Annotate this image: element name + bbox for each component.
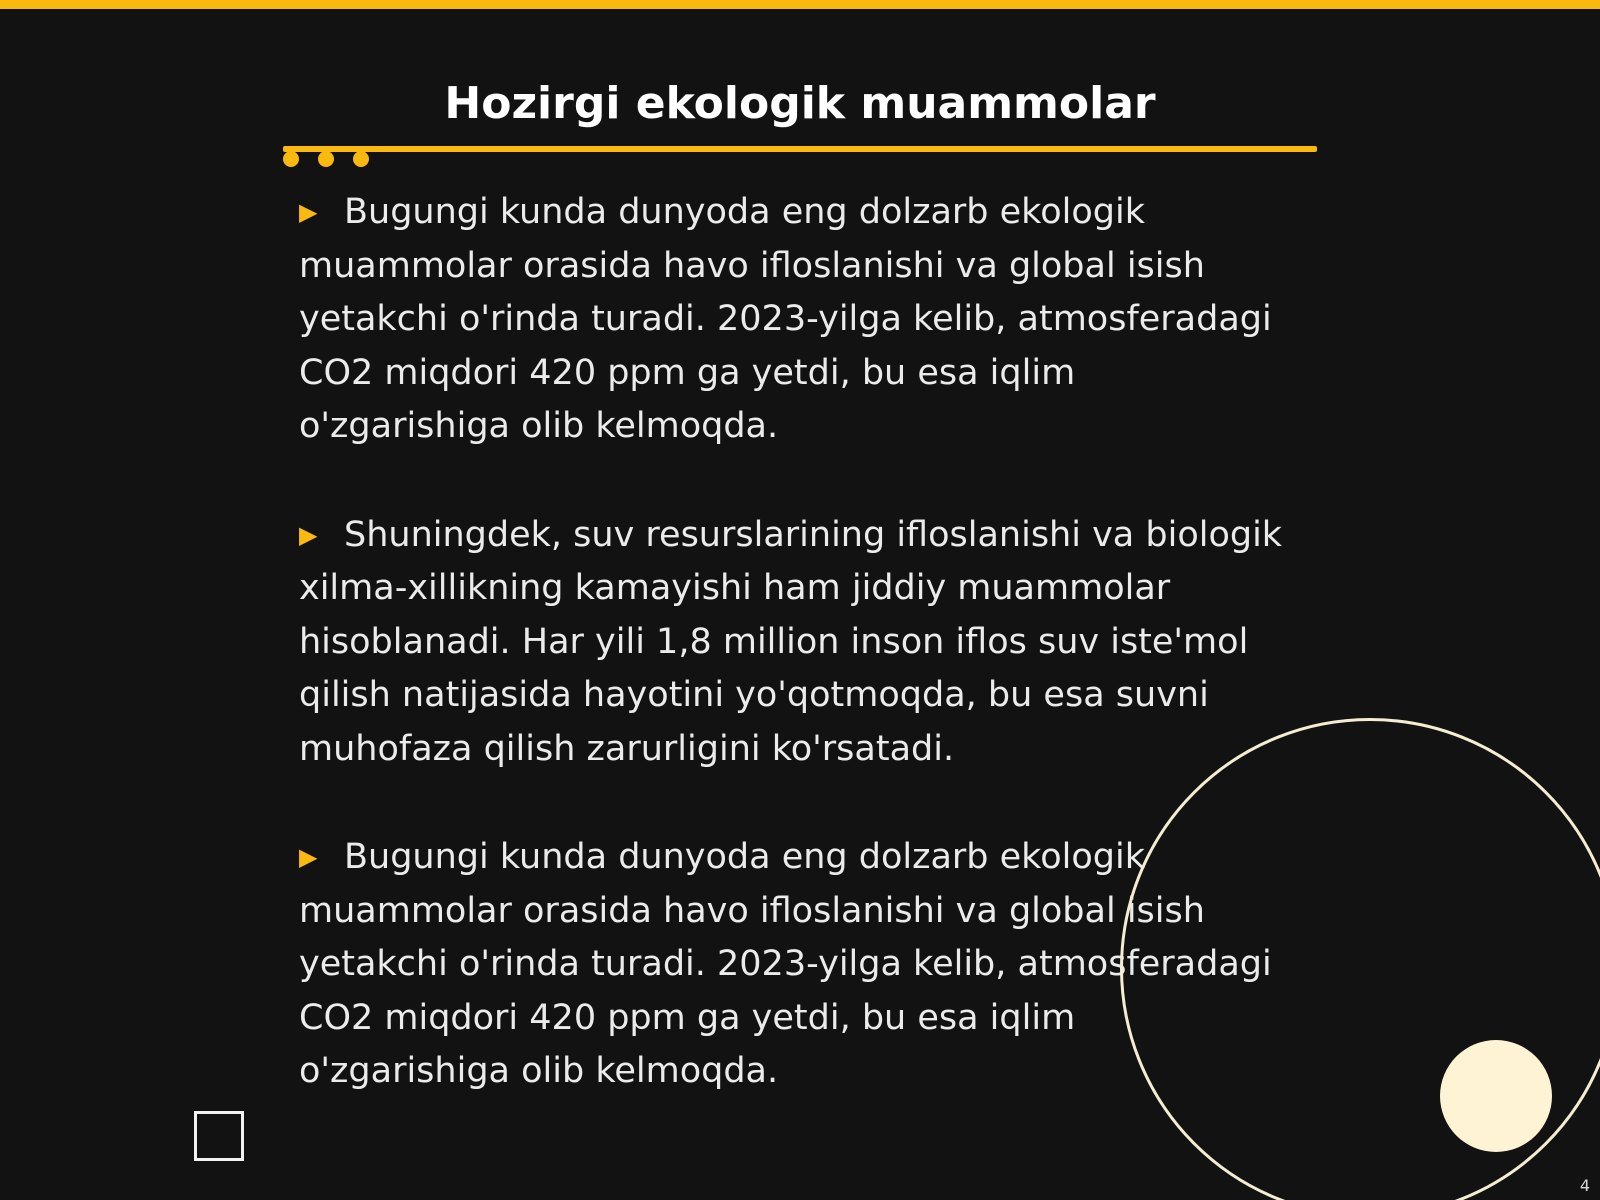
decorative-dots bbox=[283, 151, 383, 169]
dot-icon bbox=[283, 151, 299, 167]
bullet-line bbox=[299, 509, 1309, 563]
bullet-line: yetakchi o'rinda turadi. 2023-yilga kelib, atmosferadagi bbox=[299, 944, 1272, 984]
right-triangle-icon: ▶ bbox=[299, 198, 318, 226]
bullet-line: muammolar orasida havo ifloslanishi va global isish bbox=[299, 245, 1205, 286]
bullet-text: Bugungi kunda dunyoda eng dolzarb ekologik bbox=[344, 192, 1145, 232]
bullet-line: muammolar orasida havo ifloslanishi va global isish bbox=[299, 890, 1205, 931]
page-number: 4 bbox=[1579, 1176, 1590, 1195]
bullet-line: yetakchi o'rinda turadi. 2023-yilga kelib, atmosferadagi bbox=[299, 299, 1272, 339]
bullet-text: Shuningdek, suv resurslarining ifloslanishi va biologik bbox=[344, 514, 1283, 555]
dot-icon bbox=[318, 151, 334, 167]
bullet-line: hisoblanadi. Har yili 1,8 million inson iflos suv iste'mol bbox=[299, 621, 1249, 662]
dot-icon bbox=[353, 151, 369, 167]
bullet-line: CO2 miqdori 420 ppm ga yetdi, bu esa iqlim bbox=[299, 352, 1076, 393]
decorative-outline-square bbox=[194, 1111, 244, 1161]
bullet-line bbox=[299, 186, 1309, 240]
bullet-item bbox=[299, 186, 1309, 454]
bullet-line: CO2 miqdori 420 ppm ga yetdi, bu esa iqlim bbox=[299, 997, 1076, 1038]
right-triangle-icon: ▶ bbox=[299, 520, 318, 549]
right-triangle-icon: ▶ bbox=[299, 843, 318, 871]
bullet-text: Bugungi kunda dunyoda eng dolzarb ekologik bbox=[344, 837, 1145, 877]
bullet-line: o'zgarishiga olib kelmoqda. bbox=[299, 406, 779, 446]
bullet-line: o'zgarishiga olib kelmoqda. bbox=[299, 1051, 779, 1091]
bullet-item bbox=[299, 509, 1309, 777]
bullet-line: muhofaza qilish zarurligini ko'rsatadi. bbox=[299, 728, 955, 769]
bullet-line: qilish natijasida hayotini yo'qotmoqda, bu esa suvni bbox=[299, 675, 1209, 715]
bullet-line: xilma-xillikning kamayishi ham jiddiy muammolar bbox=[299, 568, 1171, 608]
top-accent-bar bbox=[0, 0, 1600, 9]
decorative-filled-circle bbox=[1440, 1040, 1552, 1152]
title-underline bbox=[283, 146, 1317, 152]
slide-title: Hozirgi ekologik muammolar bbox=[444, 78, 1156, 129]
